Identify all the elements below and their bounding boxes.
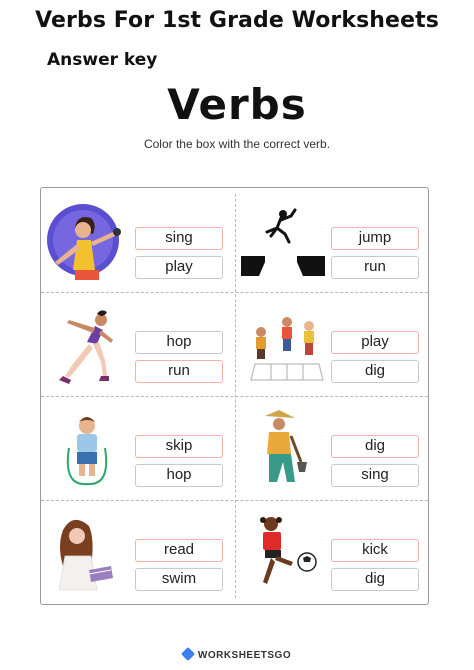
verb-option[interactable]: play bbox=[135, 256, 223, 279]
footer-brand bbox=[0, 649, 474, 661]
worksheetsgo-logo-icon bbox=[181, 647, 195, 661]
exercise-item bbox=[41, 292, 233, 395]
answer-key-label: Answer key bbox=[47, 50, 158, 70]
verb-option[interactable]: sing bbox=[331, 464, 419, 487]
verb-option[interactable]: dig bbox=[331, 568, 419, 591]
verb-option[interactable]: dig bbox=[331, 435, 419, 458]
verb-option[interactable]: hop bbox=[135, 331, 223, 354]
verb-option[interactable]: dig bbox=[331, 360, 419, 383]
singing-woman-icon bbox=[45, 198, 129, 282]
verb-option[interactable]: sing bbox=[135, 227, 223, 250]
verb-option[interactable]: run bbox=[135, 360, 223, 383]
worksheet-title: Verbs For 1st Grade Worksheets bbox=[35, 8, 439, 33]
exercise-item bbox=[41, 500, 233, 603]
verb-option[interactable]: jump bbox=[331, 227, 419, 250]
exercise-sheet bbox=[40, 187, 429, 605]
exercise-item bbox=[237, 500, 429, 603]
instruction-text: Color the box with the correct verb. bbox=[143, 137, 331, 151]
jumping-boy-icon bbox=[241, 198, 325, 282]
kids-playing-hopscotch-icon bbox=[241, 302, 325, 386]
exercise-item bbox=[41, 188, 233, 291]
verb-option[interactable]: play bbox=[331, 331, 419, 354]
exercise-item bbox=[237, 188, 429, 291]
girl-reading-book-icon bbox=[45, 510, 129, 594]
verb-option[interactable]: kick bbox=[331, 539, 419, 562]
boy-skipping-rope-icon bbox=[45, 406, 129, 490]
girl-kicking-ball-icon bbox=[241, 510, 325, 594]
running-girl-icon bbox=[45, 302, 129, 386]
verb-option[interactable]: run bbox=[331, 256, 419, 279]
man-digging-icon bbox=[241, 406, 325, 490]
brand-name: WORKSHEETSGO bbox=[197, 650, 292, 661]
verb-option[interactable]: hop bbox=[135, 464, 223, 487]
exercise-item bbox=[41, 396, 233, 499]
verbs-heading: Verbs bbox=[167, 80, 307, 129]
exercise-item bbox=[237, 292, 429, 395]
exercise-item bbox=[237, 396, 429, 499]
verb-option[interactable]: skip bbox=[135, 435, 223, 458]
verb-option[interactable]: swim bbox=[135, 568, 223, 591]
verb-option[interactable]: read bbox=[135, 539, 223, 562]
